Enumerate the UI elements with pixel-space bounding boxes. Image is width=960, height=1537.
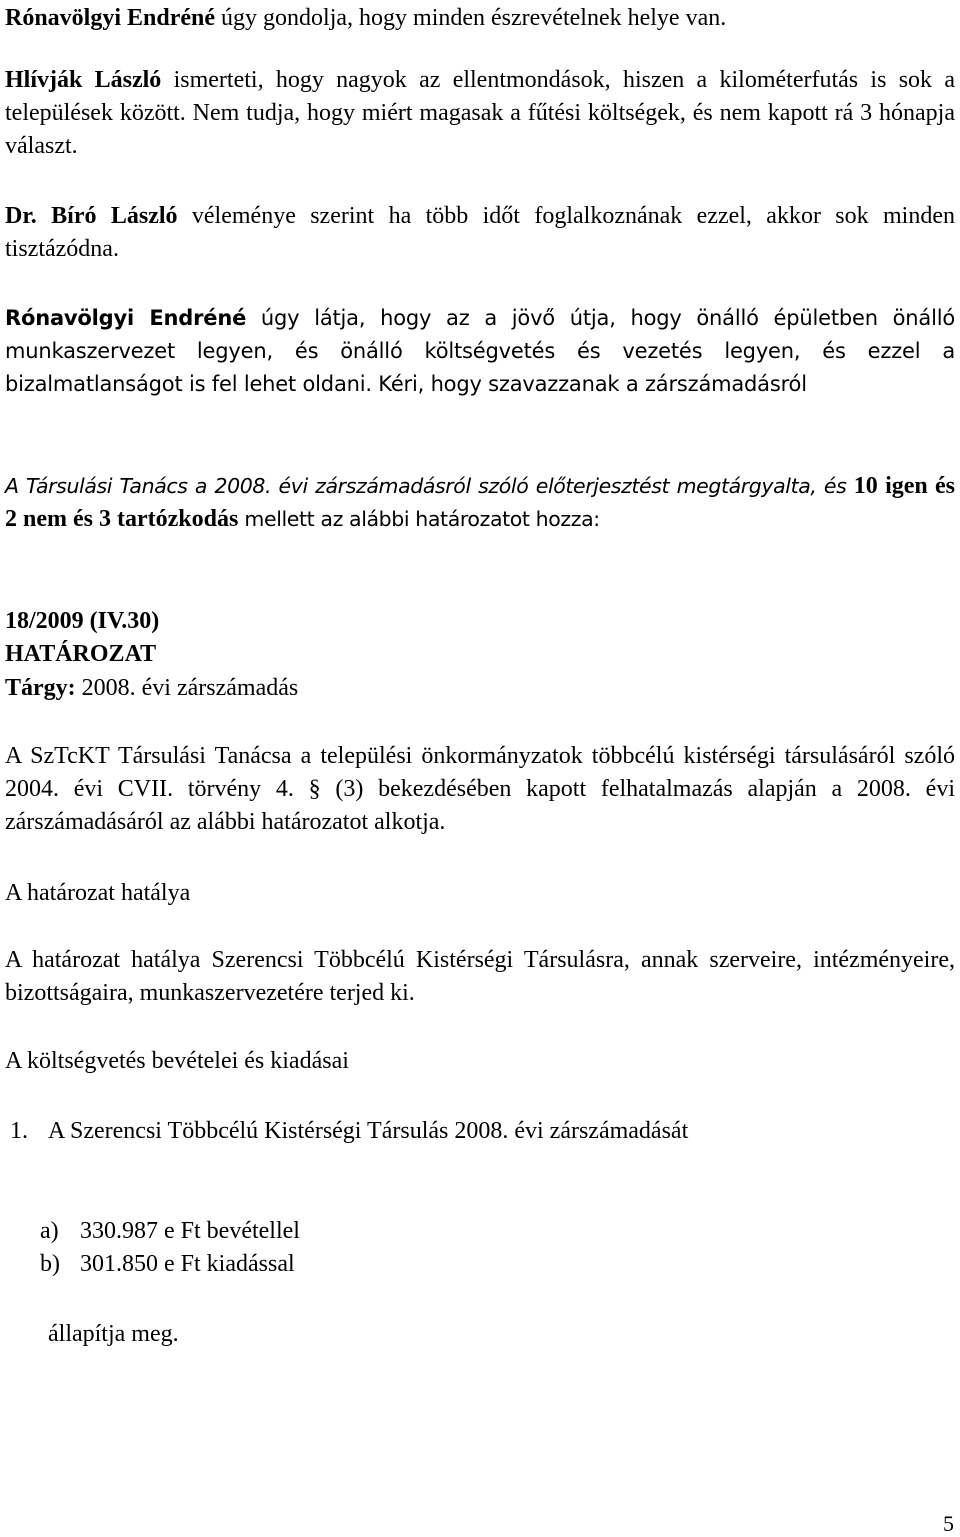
sublist-text-a: 330.987 e Ft bevétellel	[80, 1218, 300, 1244]
resolution-heading: HATÁROZAT	[5, 641, 157, 667]
resolution-number: 18/2009 (IV.30)	[5, 608, 160, 634]
scope-heading: A határozat hatálya	[5, 880, 191, 906]
speaker-name: Rónavölgyi Endréné	[5, 5, 216, 31]
resolution-body: A SzTcKT Társulási Tanácsa a települési önkormányzatok többcélú kistérségi társulásáról szóló 2004. évi CVII. törvény 4. § (3) bekezdésében kapott felhatalmazás alapján a 2008. évi zárszámadásáról az alábbi határozatot alkotja.	[5, 743, 955, 835]
paragraph-text: úgy gondolja, hogy minden észrevételnek helye van.	[215, 5, 727, 31]
paragraph-ronavolgyi-1	[5, 2, 955, 35]
sublist-label-a: a)	[40, 1218, 59, 1244]
budget-heading: A költségvetés bevételei és kiadásai	[5, 1048, 349, 1074]
subject-label: Tárgy:	[5, 675, 76, 701]
vote-outro: mellett az alábbi határozatot hozza:	[238, 507, 600, 531]
speaker-name: Dr. Bíró László	[5, 203, 178, 229]
paragraph-text: véleménye szerint ha több időt foglalkoznának ezzel, akkor sok minden tisztázódna.	[5, 203, 956, 262]
sublist-text-b: 301.850 e Ft kiadással	[80, 1251, 295, 1277]
paragraph-text: úgy látja, hogy az a jövő útja, hogy önálló épületben önálló munkaszervezet legyen, és önálló költségvetés és vezetés legyen, és ezzel a bizalmatlanságot is fel lehet oldani. Kéri, hogy szavazzanak a zárszámadásról	[5, 306, 955, 396]
subject-text: 2008. évi zárszámadás	[75, 675, 299, 701]
paragraph-text: ismerteti, hogy nagyok az ellentmondások, hiszen a kilométerfutás is sok a települések között. Nem tudja, hogy miért magasak a fűtési költségek, és nem kapott rá 3 hónapja választ.	[5, 67, 955, 159]
paragraph-ronavolgyi-2	[5, 302, 955, 401]
list-item-number: 1.	[10, 1118, 28, 1144]
scope-text: A határozat hatálya Szerencsi Többcélú Kistérségi Társulásra, annak szerveire, intézményeire, bizottságaira, munkaszervezetére terjed ki.	[5, 947, 955, 1006]
speaker-name: Rónavölgyi Endréné	[5, 306, 247, 330]
closing-text: állapítja meg.	[48, 1321, 179, 1347]
page-number: 5	[943, 1511, 954, 1536]
vote-intro: A Társulási Tanács a 2008. évi zárszámadásról szóló előterjesztést megtárgyalta, és	[5, 474, 854, 498]
sublist-label-b: b)	[40, 1251, 60, 1277]
resolution-subject	[5, 672, 955, 705]
list-item-text: A Szerencsi Többcélú Kistérségi Társulás 2008. évi zárszámadását	[48, 1118, 689, 1144]
paragraph-hlivjak	[5, 64, 955, 163]
vote-statement	[5, 470, 955, 536]
vote-result: 10 igen és 2 nem és 3 tartózkodás	[5, 473, 955, 532]
paragraph-biro	[5, 200, 955, 266]
speaker-name: Hlívják László	[5, 67, 162, 93]
